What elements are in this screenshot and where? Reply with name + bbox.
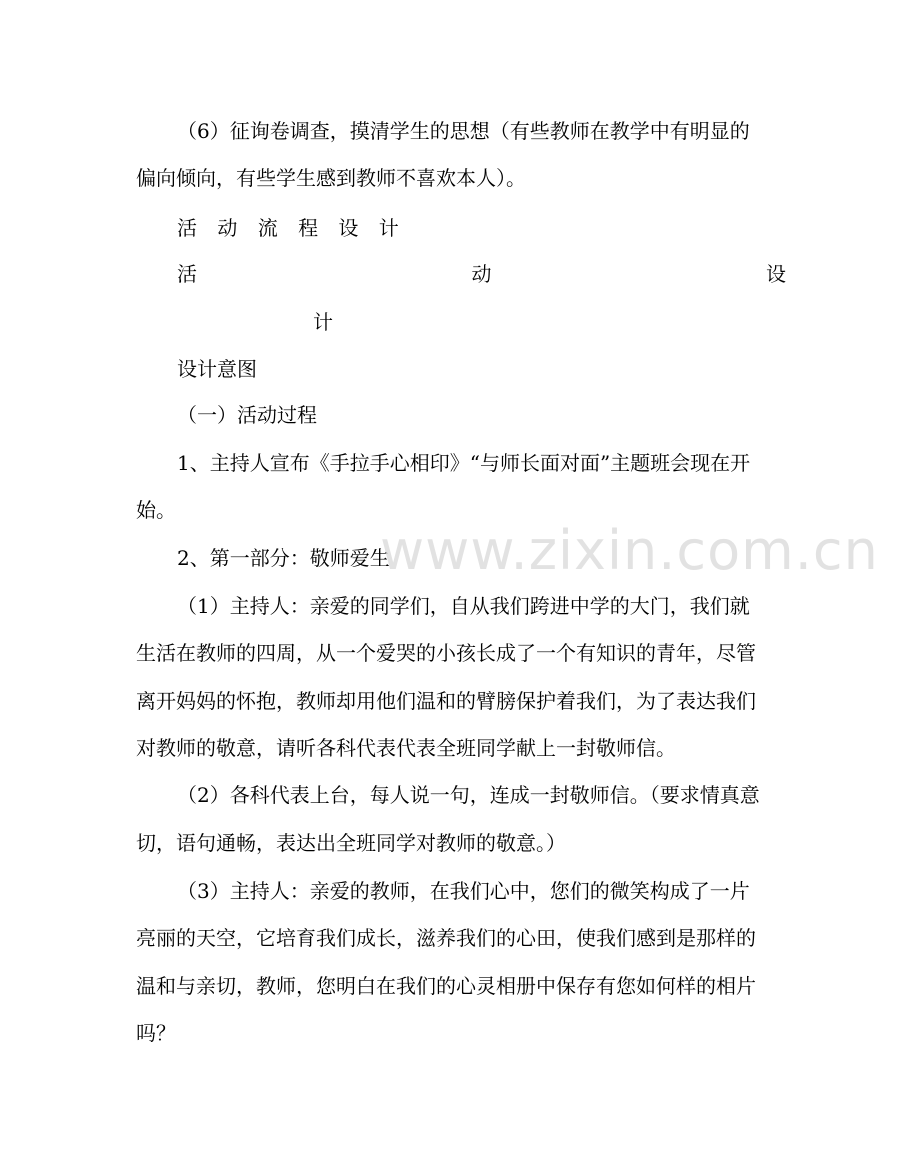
spread-word: 设	[766, 262, 786, 286]
paragraph-line: 生活在教师的四周，从一个爱哭的小孩长成了一个有知识的青年，尽管	[136, 641, 756, 665]
paragraph-line: （2）各科代表上台，每人说一句，连成一封敬师信。（要求情真意	[177, 783, 760, 807]
spread-heading-line	[177, 260, 786, 288]
heading-continuation: 计	[313, 310, 333, 334]
paragraph-line: 离开妈妈的怀抱，教师却用他们温和的臂膀保护着我们，为了表达我们	[136, 689, 756, 713]
spread-word: 活	[177, 262, 197, 286]
paragraph-line: 对教师的敬意，请听各科代表代表全班同学献上一封敬师信。	[136, 736, 676, 760]
subheading: （一）活动过程	[177, 403, 317, 427]
paragraph-line: （1）主持人：亲爱的同学们，自从我们跨进中学的大门，我们就	[177, 594, 750, 618]
paragraph-line: 亮丽的天空，它培育我们成长，滋养我们的心田，使我们感到是那样的	[136, 926, 756, 950]
paragraph-line: 始。	[136, 498, 176, 522]
subheading: 2、第一部分：敬师爱生	[177, 546, 390, 570]
paragraph-line: 吗？	[136, 1021, 176, 1045]
watermark: www.zixin.com.cn	[380, 519, 879, 582]
section-heading: 活 动 流 程 设 计	[177, 216, 406, 240]
paragraph-line: 温和与亲切，教师，您明白在我们的心灵相册中保存有您如何样的相片	[136, 974, 756, 998]
paragraph-line: 偏向倾向，有些学生感到教师不喜欢本人）。	[136, 166, 526, 190]
paragraph-line: （6）征询卷调查，摸清学生的思想（有些教师在教学中有明显的	[177, 119, 750, 143]
paragraph-line: 1、主持人宣布《手拉手心相印》“与师长面对面”主题班会现在开	[177, 451, 751, 475]
paragraph-line: （3）主持人：亲爱的教师，在我们心中，您们的微笑构成了一片	[177, 879, 750, 903]
subheading: 设计意图	[177, 357, 257, 381]
spread-word: 动	[471, 262, 492, 286]
paragraph-line: 切，语句通畅，表达出全班同学对教师的敬意。）	[136, 831, 566, 855]
